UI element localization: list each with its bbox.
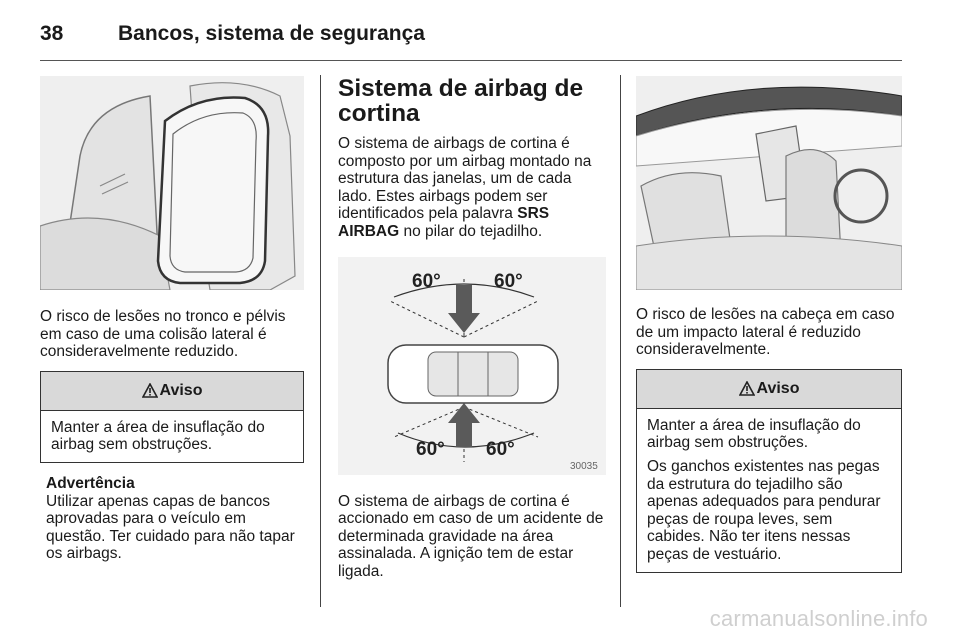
watermark: carmanualsonline.info [709,606,928,631]
car-interior-curtain-airbag-illustration [636,76,902,290]
body-text: O sistema de airbags de cortina é accionado em caso de um acidente de determinada gravidade na área assinalada. A ignição tem de estar ligada. [338,492,604,580]
warning-box [636,369,902,573]
angle-label-top-left: 60° [412,270,441,292]
body-text: O risco de lesões no tronco e pélvis em caso de uma colisão lateral é consideravelmente reduzido. [40,308,286,361]
note-title: Advertência [46,474,135,492]
header-divider [40,60,902,61]
seat-side-airbag-illustration [40,76,304,290]
warning-title: Aviso [159,381,203,399]
warning-box [40,371,304,463]
srs-airbag-label: SRS AIRBAG [338,205,550,240]
column-left [40,76,304,563]
note-text: Utilizar apenas capas de bancos aprovadas para o veículo em questão. Ter cuidado para não tapar os airbags. [46,492,295,563]
warning-triangle-icon [739,381,755,396]
section-title: Sistema de airbag de cortina [338,75,584,127]
body-text: O risco de lesões na cabeça em caso de um impacto lateral é reduzido consideravelmente. [636,306,895,359]
column-right [636,76,902,573]
angle-label-bottom-right: 60° [486,438,515,460]
intro-text: O sistema de airbags de cortina é composto por um airbag montado na estrutura das janelas, um de cada lado. Estes airbags podem ser identificados pela palavra SRS AIRBAG no pilar do tejadilho. [338,135,592,240]
figure-code: 30035 [570,460,598,472]
warning-triangle-icon [142,383,158,398]
warning-title: Aviso [756,379,800,397]
warning-text: Os ganchos existentes nas pegas da estrutura do tejadilho são apenas adequados para pendurar peças de roupa leves, sem cabides. Não ter itens nessas peças de vestuário. [647,457,881,563]
angle-label-top-right: 60° [494,270,523,292]
warning-text: Manter a área de insuflação do airbag sem obstruções. [51,418,265,454]
warning-header [637,370,901,409]
curtain-airbag-deployment-diagram [338,257,606,475]
warning-text: Manter a área de insuflação do airbag sem obstruções. [647,416,861,452]
column-divider [320,75,321,607]
column-middle [338,76,606,581]
page-number: 38 [40,22,64,45]
column-divider [620,75,621,607]
page-header [40,14,920,62]
angle-label-bottom-left: 60° [416,438,445,460]
warning-header [41,372,303,411]
running-title: Bancos, sistema de segurança [118,22,425,45]
